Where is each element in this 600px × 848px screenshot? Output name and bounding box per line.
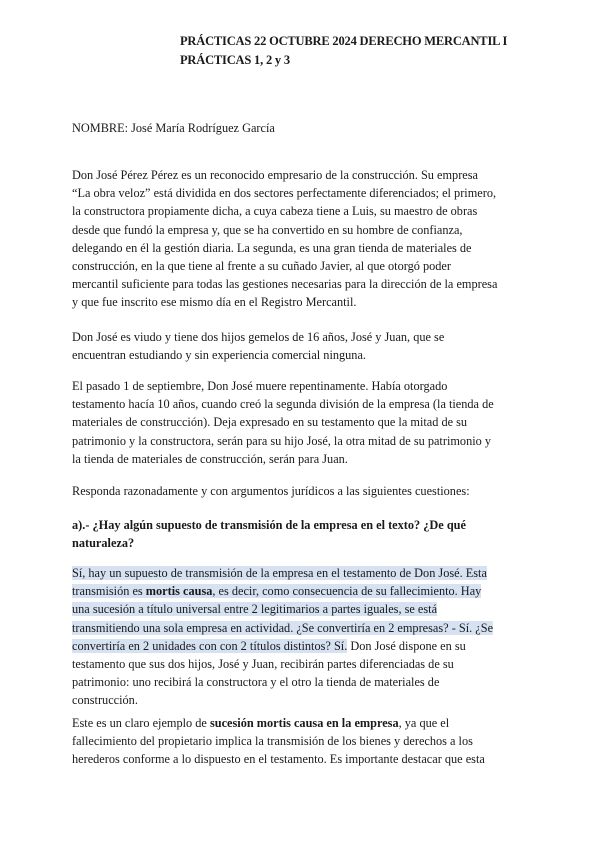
answer-a-paragraph-1	[72, 564, 532, 710]
paragraph-line: desde que fundó la empresa y, que se ha convertido en su hombre de confianza,	[72, 222, 463, 237]
text-run: , ya que el	[398, 716, 450, 730]
instructions-line: Responda razonadamente y con argumentos jurídicos a las siguientes cuestiones:	[72, 484, 470, 498]
student-name	[72, 119, 532, 137]
paragraph-line: delegando en él la gestión diaria. La segunda, es una gran tienda de materiales de	[72, 240, 472, 255]
text-run: transmisión es	[72, 584, 146, 599]
answer-line	[72, 582, 532, 600]
question-line: naturaleza?	[72, 536, 135, 551]
highlighted-text: transmitiendo una sola empresa en actividad. ¿Se convertiría en 2 empresas? - Sí. ¿Se	[72, 620, 494, 635]
highlighted-text: una sucesión a título universal entre 2 legitimarios a partes iguales, se está	[72, 602, 438, 617]
highlighted-text	[72, 584, 481, 598]
paragraph-death-testament	[72, 377, 532, 468]
paragraph-line: y que fue inscrito ese mismo día en el Registro Mercantil.	[72, 295, 357, 310]
paragraph-line: El pasado 1 de septiembre, Don José muere repentinamente. Había otorgado	[72, 379, 448, 393]
answer-line: fallecimiento del propietario implica la transmisión de los bienes y derechos a los	[72, 734, 473, 749]
paragraph-line: materiales de construcción). Deja expresado en su testamento que la mitad de su	[72, 415, 468, 430]
document-title	[180, 32, 580, 70]
paragraph-line: la tienda de materiales de construcción, serán para Juan.	[72, 451, 348, 466]
answer-line: testamento que sus dos hijos, José y Juan, recibirán partes diferenciadas de su	[72, 657, 454, 672]
bold-term: sucesión mortis causa en la empresa	[209, 716, 399, 730]
answer-line: construcción.	[72, 693, 138, 708]
paragraph-line: Don José es viudo y tiene dos hijos gemelos de 16 años, José y Juan, que se	[72, 330, 445, 344]
highlighted-text: Sí, hay un supuesto de transmisión de la empresa en el testamento de Don José. Esta	[72, 566, 487, 580]
paragraph-instructions	[72, 482, 532, 500]
answer-line	[72, 600, 532, 618]
answer-line: patrimonio: uno recibirá la constructora y el otro la tienda de materiales de	[72, 675, 440, 690]
answer-line: herederos conforme a lo dispuesto en el testamento. Es importante destacar que esta	[72, 752, 485, 767]
paragraph-line: testamento hacía 10 años, cuando creó la segunda división de la empresa (la tienda de	[72, 397, 494, 412]
answer-line	[72, 637, 532, 655]
paragraph-family	[72, 328, 532, 364]
paragraph-line: construcción, en la que tiene al frente a su cuñado Javier, al que otorgó poder	[72, 259, 451, 274]
question-a	[72, 516, 532, 552]
text-run: Este es un claro ejemplo de	[72, 716, 210, 730]
paragraph-line: la constructora propiamente dicha, a cuya cabeza tiene a Luis, su maestro de obras	[72, 204, 478, 219]
text-run: Don José dispone en su	[347, 638, 466, 653]
paragraph-line: patrimonio y la constructora, serán para su hijo José, la otra mitad de su patrimonio y	[72, 433, 492, 448]
answer-line	[72, 619, 532, 637]
title-line-1: PRÁCTICAS 22 OCTUBRE 2024 DERECHO MERCANTIL I	[180, 34, 508, 48]
answer-a-paragraph-2	[72, 714, 532, 769]
paragraph-line: mercantil suficiente para todas las gestiones necesarias para la dirección de la empresa	[72, 277, 498, 292]
name-line: NOMBRE: José María Rodríguez García	[72, 121, 275, 135]
question-line: a).- ¿Hay algún supuesto de transmisión de la empresa en el texto? ¿De qué	[72, 518, 466, 532]
paragraph-line: “La obra veloz” está dividida en dos sectores perfectamente diferenciados; el primero,	[72, 186, 497, 201]
answer-line	[72, 714, 532, 732]
paragraph-line: Don José Pérez Pérez es un reconocido empresario de la construcción. Su empresa	[72, 168, 478, 182]
answer-line	[72, 564, 532, 582]
paragraph-case-intro	[72, 166, 532, 312]
text-run: , es decir, como consecuencia de su fallecimiento. Hay	[212, 584, 482, 599]
title-line-2: PRÁCTICAS 1, 2 y 3	[180, 53, 290, 67]
bold-term: mortis causa	[145, 584, 213, 599]
highlighted-text: convertiría en 2 unidades con con 2 títulos distintos? Sí.	[72, 638, 348, 653]
paragraph-line: encuentran estudiando y sin experiencia comercial ninguna.	[72, 348, 366, 363]
